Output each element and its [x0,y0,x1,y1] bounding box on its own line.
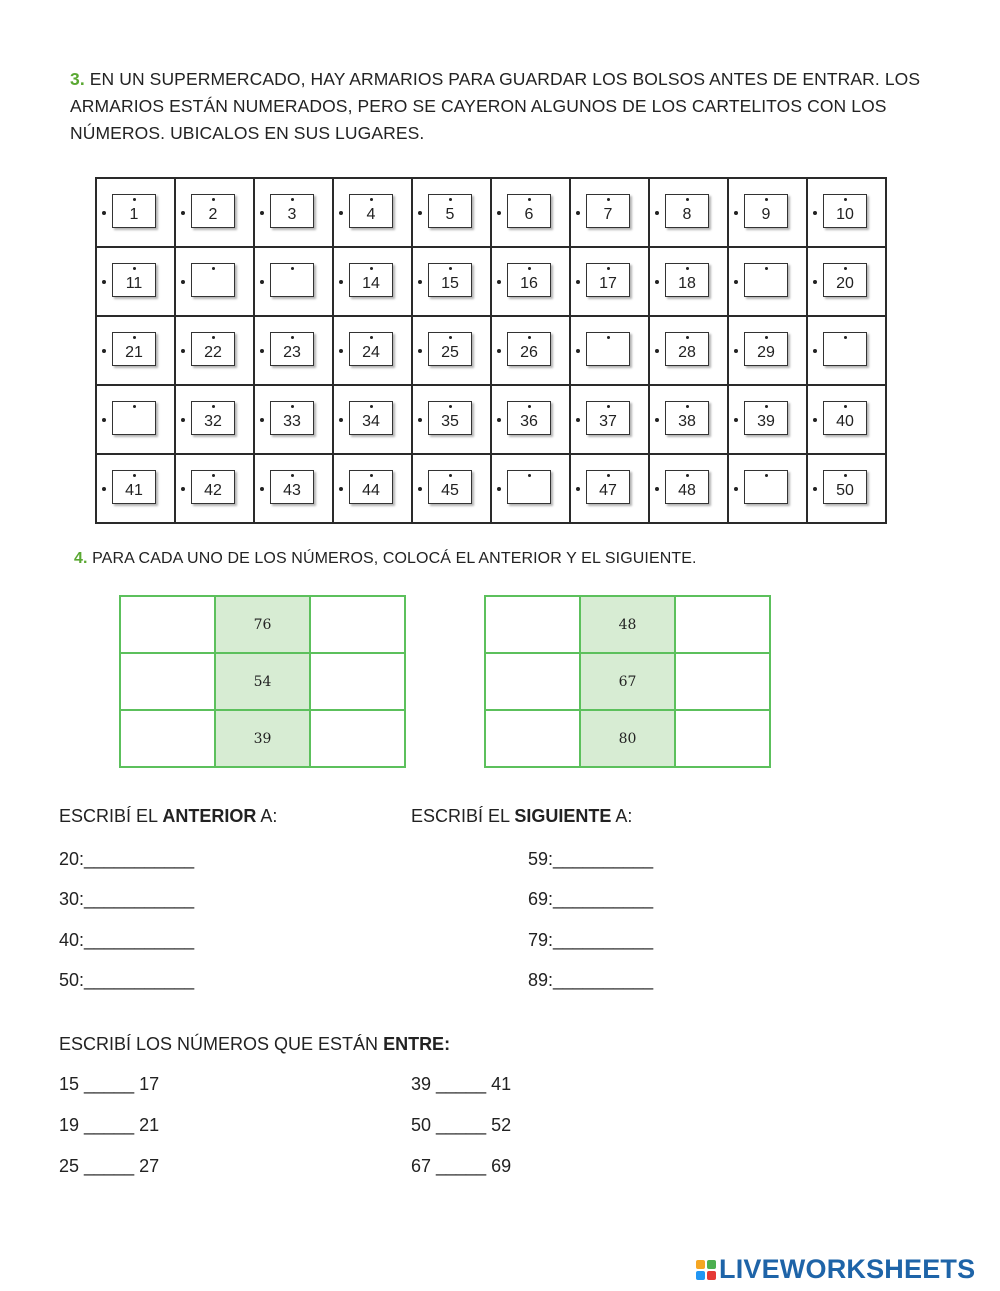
anterior-heading [59,806,277,827]
locker-handle [339,211,343,215]
locker-label: 39 [744,401,788,435]
locker [491,247,570,316]
locker-handle [339,487,343,491]
locker-row [96,316,886,385]
locker [412,247,491,316]
locker-handle [418,418,422,422]
anterior-heading-keyword: ANTERIOR [162,806,257,826]
label-hole [133,267,136,270]
label-hole [449,336,452,339]
locker-label: 1 [112,194,156,228]
locker-handle [576,418,580,422]
question-4-number: 4. [74,550,88,567]
logo-square [696,1271,705,1280]
locker [570,178,649,247]
locker-label: 18 [665,263,709,297]
label-hole [449,267,452,270]
locker [728,247,807,316]
logo-square [696,1260,705,1269]
liveworksheets-logo [696,1254,975,1285]
previous-number-cell[interactable] [120,710,215,767]
label-hole [133,474,136,477]
locker [728,316,807,385]
question-4 [74,550,697,568]
locker [491,316,570,385]
label-hole [844,405,847,408]
locker-handle [497,349,501,353]
locker [96,385,175,454]
anterior-item[interactable]: 30:___________ [59,889,195,909]
question-3 [70,66,930,147]
label-hole [291,198,294,201]
locker-grid [95,177,887,524]
locker [96,316,175,385]
locker-label: 37 [586,401,630,435]
locker-label: 10 [823,194,867,228]
label-hole [370,474,373,477]
locker-handle [102,487,106,491]
question-3-number: 3. [70,69,85,89]
locker-label: 15 [428,263,472,297]
label-hole [686,198,689,201]
label-hole [844,336,847,339]
label-hole [528,267,531,270]
locker-label: 40 [823,401,867,435]
neighbor-row [120,596,405,653]
locker [807,178,886,247]
locker [333,316,412,385]
locker [254,178,333,247]
locker [333,247,412,316]
label-hole [291,336,294,339]
label-hole [212,336,215,339]
locker-handle [181,211,185,215]
siguiente-heading [411,806,632,827]
locker-label: 41 [112,470,156,504]
locker-label: 22 [191,332,235,366]
locker-label: 24 [349,332,393,366]
label-hole [765,336,768,339]
locker-label: 14 [349,263,393,297]
locker [96,247,175,316]
logo-icon [696,1260,716,1280]
label-hole [765,198,768,201]
locker [412,454,491,523]
siguiente-heading-suffix: A: [611,806,633,826]
siguiente-heading-prefix: ESCRIBÍ EL [411,806,515,826]
locker-handle [102,349,106,353]
label-hole [844,474,847,477]
entre-heading-prefix: ESCRIBÍ LOS NÚMEROS QUE ESTÁN [59,1034,384,1054]
locker [175,385,254,454]
given-number-cell: 76 [215,596,310,653]
locker-label: 2 [191,194,235,228]
locker [412,316,491,385]
locker-handle [497,418,501,422]
entre-item[interactable]: 15 _____ 17 [59,1074,160,1094]
locker-label: 26 [507,332,551,366]
locker-handle [655,487,659,491]
logo-text: LIVEWORKSHEETS [719,1254,976,1284]
locker [175,247,254,316]
locker-handle [102,418,106,422]
locker-label: 47 [586,470,630,504]
siguiente-item[interactable]: 59:__________ [528,849,654,869]
locker [412,178,491,247]
label-hole [686,405,689,408]
label-hole [686,336,689,339]
anterior-item[interactable]: 40:___________ [59,930,195,950]
locker-handle [181,280,185,284]
locker [728,454,807,523]
locker [570,247,649,316]
label-hole [765,405,768,408]
locker-label: 28 [665,332,709,366]
locker-handle [418,349,422,353]
given-number-cell: 67 [580,653,675,710]
locker [807,385,886,454]
locker-handle [418,280,422,284]
previous-number-cell[interactable] [485,596,580,653]
locker-handle [339,349,343,353]
locker [570,316,649,385]
label-hole [291,405,294,408]
locker-label: 43 [270,470,314,504]
entre-item[interactable]: 67 _____ 69 [411,1156,512,1176]
locker-handle [181,418,185,422]
label-hole [449,198,452,201]
locker [175,316,254,385]
locker-handle [655,349,659,353]
label-hole [844,198,847,201]
locker-label: 11 [112,263,156,297]
given-number-cell: 39 [215,710,310,767]
locker [491,178,570,247]
entre-item[interactable]: 19 _____ 21 [59,1115,160,1135]
locker [491,385,570,454]
label-hole [212,198,215,201]
siguiente-heading-keyword: SIGUIENTE [514,806,612,826]
anterior-heading-suffix: A: [256,806,278,826]
locker-label: 38 [665,401,709,435]
label-hole [528,474,531,477]
locker-row [96,385,886,454]
anterior-heading-prefix: ESCRIBÍ EL [59,806,163,826]
label-hole [133,198,136,201]
label-hole [607,405,610,408]
locker-label: 20 [823,263,867,297]
locker-handle [497,280,501,284]
locker-handle [655,280,659,284]
locker [728,385,807,454]
locker [333,178,412,247]
locker-handle [497,211,501,215]
locker-handle [655,211,659,215]
locker-handle [576,211,580,215]
locker-label: 32 [191,401,235,435]
label-hole [212,474,215,477]
locker [175,178,254,247]
locker-label: 29 [744,332,788,366]
locker [333,385,412,454]
question-3-text: EN UN SUPERMERCADO, HAY ARMARIOS PARA GUARDAR LOS BOLSOS ANTES DE ENTRAR. LOS ARMARIOS ESTÁN NUMERADOS, PERO SE CAYERON ALGUNOS DE LOS CARTELITOS CON LOS NÚMEROS. UBICALOS EN SUS LUGARES. [70,69,921,143]
locker-label: 33 [270,401,314,435]
entre-heading-keyword: ENTRE: [383,1034,451,1054]
previous-number-cell[interactable] [120,653,215,710]
locker [807,316,886,385]
logo-square [707,1260,716,1269]
locker [807,454,886,523]
locker-label: 42 [191,470,235,504]
previous-number-cell[interactable] [120,596,215,653]
locker-handle [813,211,817,215]
locker-label: 25 [428,332,472,366]
locker-label: 44 [349,470,393,504]
locker-handle [339,418,343,422]
locker-handle [576,349,580,353]
locker-handle [576,280,580,284]
locker-row [96,247,886,316]
label-hole [765,474,768,477]
siguiente-item[interactable]: 69:__________ [528,889,654,909]
locker-label: 23 [270,332,314,366]
locker-handle [181,349,185,353]
locker-handle [260,418,264,422]
locker [649,454,728,523]
label-hole [449,405,452,408]
label-hole [607,198,610,201]
question-4-text: PARA CADA UNO DE LOS NÚMEROS, COLOCÁ EL ANTERIOR Y EL SIGUIENTE. [92,550,697,567]
locker-label: 8 [665,194,709,228]
locker-handle [734,418,738,422]
label-hole [370,267,373,270]
locker-label: 6 [507,194,551,228]
label-hole [370,198,373,201]
label-hole [133,336,136,339]
locker-handle [576,487,580,491]
locker-handle [813,418,817,422]
locker [491,454,570,523]
given-number-cell: 48 [580,596,675,653]
locker [649,247,728,316]
locker [175,454,254,523]
locker-label: 21 [112,332,156,366]
locker-handle [655,418,659,422]
locker [570,454,649,523]
given-number-cell: 54 [215,653,310,710]
neighbor-table-right [484,595,771,768]
label-hole [844,267,847,270]
locker [412,385,491,454]
anterior-item[interactable]: 50:___________ [59,970,195,990]
locker-handle [102,280,106,284]
locker-handle [260,280,264,284]
locker-handle [418,487,422,491]
locker-label: 50 [823,470,867,504]
locker [728,178,807,247]
label-hole [765,267,768,270]
locker-label: 34 [349,401,393,435]
locker [570,385,649,454]
label-hole [686,267,689,270]
locker-handle [813,349,817,353]
locker-handle [813,487,817,491]
label-hole [607,474,610,477]
locker-handle [339,280,343,284]
label-hole [133,405,136,408]
locker [333,454,412,523]
previous-number-cell[interactable] [485,653,580,710]
label-hole [370,336,373,339]
locker-handle [813,280,817,284]
locker [254,316,333,385]
label-hole [607,336,610,339]
neighbor-row [120,653,405,710]
locker-handle [734,487,738,491]
neighbor-row [485,710,770,767]
label-hole [449,474,452,477]
locker-handle [418,211,422,215]
locker [649,385,728,454]
locker-label: 35 [428,401,472,435]
previous-number-cell[interactable] [485,710,580,767]
neighbor-row [485,653,770,710]
anterior-item[interactable]: 20:___________ [59,849,195,869]
label-hole [212,267,215,270]
locker [807,247,886,316]
locker [254,454,333,523]
label-hole [607,267,610,270]
label-hole [528,405,531,408]
locker-label: 3 [270,194,314,228]
label-hole [528,198,531,201]
locker-handle [734,349,738,353]
locker-handle [102,211,106,215]
label-hole [686,474,689,477]
locker-handle [497,487,501,491]
entre-heading [59,1034,450,1055]
locker-handle [734,211,738,215]
neighbor-row [485,596,770,653]
locker [649,316,728,385]
label-hole [291,474,294,477]
locker [254,385,333,454]
entre-item[interactable]: 25 _____ 27 [59,1156,160,1176]
neighbor-table-left [119,595,406,768]
locker-label: 5 [428,194,472,228]
entre-item[interactable]: 50 _____ 52 [411,1115,512,1135]
label-hole [370,405,373,408]
locker-handle [181,487,185,491]
locker [254,247,333,316]
locker-handle [260,487,264,491]
label-hole [291,267,294,270]
entre-item[interactable]: 39 _____ 41 [411,1074,512,1094]
label-hole [212,405,215,408]
next-number-cell[interactable] [310,710,405,767]
siguiente-item[interactable]: 79:__________ [528,930,654,950]
next-number-cell[interactable] [310,653,405,710]
given-number-cell: 80 [580,710,675,767]
next-number-cell[interactable] [675,653,770,710]
locker-label: 17 [586,263,630,297]
next-number-cell[interactable] [310,596,405,653]
locker-label: 45 [428,470,472,504]
locker-label: 36 [507,401,551,435]
locker-row [96,178,886,247]
locker-label: 9 [744,194,788,228]
logo-square [707,1271,716,1280]
locker [96,178,175,247]
locker [96,454,175,523]
locker-label: 48 [665,470,709,504]
neighbor-row [120,710,405,767]
locker [649,178,728,247]
siguiente-item[interactable]: 89:__________ [528,970,654,990]
next-number-cell[interactable] [675,710,770,767]
label-hole [528,336,531,339]
locker-handle [260,349,264,353]
next-number-cell[interactable] [675,596,770,653]
locker-label: 7 [586,194,630,228]
locker-row [96,454,886,523]
locker-label: 16 [507,263,551,297]
locker-label: 4 [349,194,393,228]
locker-handle [734,280,738,284]
locker-handle [260,211,264,215]
